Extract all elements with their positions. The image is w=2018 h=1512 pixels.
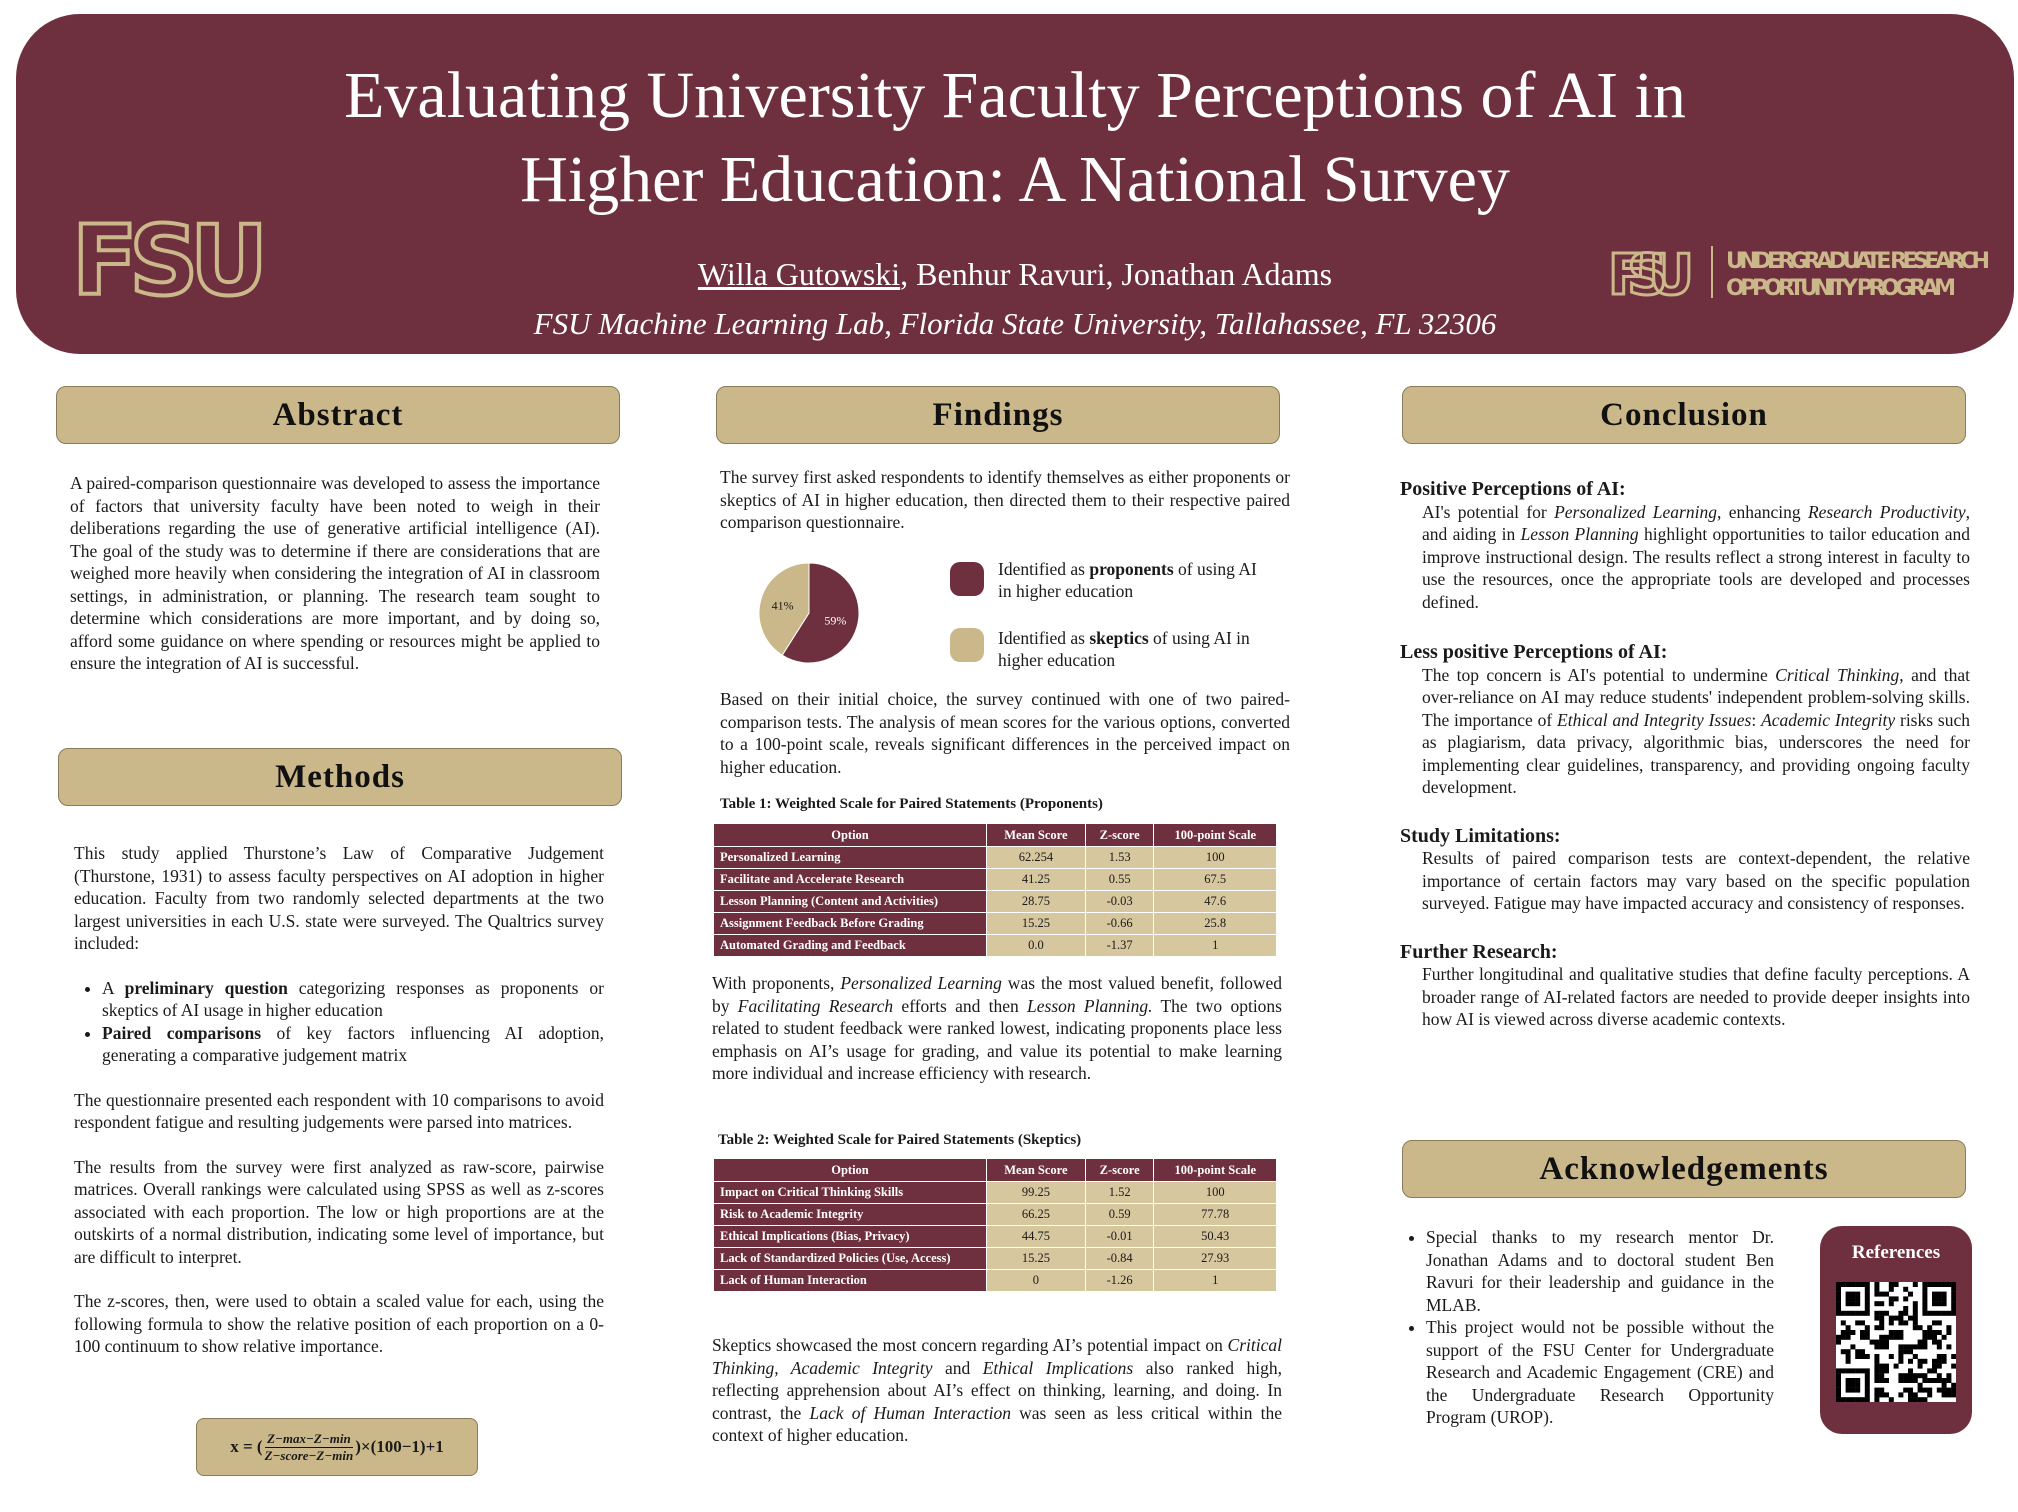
urop-logo: [1608, 242, 1998, 302]
acknowledgements-body: [1404, 1226, 1774, 1429]
urop-logo-line2: OPPORTUNITY PROGRAM: [1726, 276, 1956, 301]
table2-caption: Table 2: Weighted Scale for Paired Statements (Skeptics): [718, 1132, 1082, 1148]
table-option-cell: Automated Grading and Feedback: [714, 935, 987, 957]
table-value-cell: -1.37: [1085, 935, 1154, 957]
table-value-cell: -1.26: [1085, 1270, 1154, 1292]
table-value-cell: 100: [1154, 1182, 1277, 1204]
pie-label-skeptics: 41%: [771, 598, 794, 613]
findings-p4-text: [712, 1334, 1282, 1447]
table-option-cell: Facilitate and Accelerate Research: [714, 869, 987, 891]
legend1-pre: Identified as: [998, 559, 1090, 579]
formula-denominator: Z−score−Z−min: [264, 1447, 354, 1463]
table-value-cell: 1: [1154, 935, 1277, 957]
table-option-cell: Impact on Critical Thinking Skills: [714, 1182, 987, 1204]
conclusion-body: [1400, 478, 1970, 1031]
formula-rhs: )×(100−1)+1: [355, 1437, 444, 1456]
table-value-cell: 67.5: [1154, 869, 1277, 891]
methods-body: [74, 842, 604, 1358]
further-research-text: Further longitudinal and qualitative studies that define faculty perceptions. A broader range of AI-related factors are needed to provide deeper insights into how AI is viewed across diverse academic contexts.: [1422, 964, 1970, 1029]
table-value-cell: 0: [987, 1270, 1086, 1292]
positive-perceptions-title: Positive Perceptions of AI:: [1400, 478, 1626, 500]
list-item: • This project would not be possible without the support of the FSU Center for Undergraduate Research and Academic Engagement (CRE) and the Undergraduate Research Opportunity Program (UROP).: [1426, 1316, 1774, 1429]
p4-i1: Critical Thinking, Academic Integrity: [712, 1335, 1282, 1378]
negative-perceptions-text: [1400, 664, 1970, 799]
table-option-cell: Lack of Human Interaction: [714, 1270, 987, 1292]
formula-fraction: [265, 1431, 354, 1464]
table-value-cell: 28.75: [987, 891, 1086, 913]
negative-perceptions-title: Less positive Perceptions of AI:: [1400, 641, 1668, 663]
methods-heading: Methods: [58, 748, 622, 806]
table-value-cell: 62.254: [987, 847, 1086, 869]
table-header-cell: Z-score: [1085, 1159, 1154, 1182]
table-row: [714, 869, 1277, 891]
table-header-cell: 100-point Scale: [1154, 824, 1277, 847]
limitations-text: Results of paired comparison tests are context-dependent, the relative importance of certain factors may vary based on the specific population surveyed. Fatigue may have impacted accuracy and consistency of responses.: [1422, 848, 1970, 913]
table-value-cell: 15.25: [987, 1248, 1086, 1270]
table-option-cell: Lack of Standardized Policies (Use, Access): [714, 1248, 987, 1270]
neg-d: risks such as plagiarism, data privacy, algorithmic bias, underscores the need for implementing clear guidelines, transparency, and providing ongoing faculty development.: [1422, 709, 1970, 797]
table-header-cell: Mean Score: [987, 824, 1086, 847]
conclusion-heading: Conclusion: [1402, 386, 1966, 444]
pos-i2: Research Productivity: [1807, 501, 1966, 522]
p4-d: was seen as less critical within the context of higher education.: [712, 1402, 1282, 1445]
legend1-post: of using AI in higher education: [998, 559, 1257, 601]
table-option-cell: Risk to Academic Integrity: [714, 1204, 987, 1226]
legend1-bold: proponents: [1089, 559, 1174, 579]
positive-perceptions-text: [1400, 501, 1970, 614]
table-header-cell: 100-point Scale: [1154, 1159, 1277, 1182]
limitations-title: Study Limitations:: [1400, 824, 1561, 847]
legend2-pre: Identified as: [998, 628, 1090, 648]
table-row: [714, 891, 1277, 913]
b2-rest: of key factors influencing AI adoption, generating a comparative judgement matrix: [102, 1022, 604, 1065]
legend-swatch-proponents: [950, 562, 984, 596]
scaling-formula: [196, 1418, 478, 1476]
title-line-2: Higher Education: A National Survey: [520, 143, 1510, 216]
table-row: [714, 1270, 1277, 1292]
table-value-cell: 44.75: [987, 1226, 1086, 1248]
legend2-bold: skeptics: [1089, 628, 1149, 648]
table-row: [714, 1182, 1277, 1204]
methods-p2: The questionnaire presented each respondent with 10 comparisons to avoid respondent fatigue and resulting judgements were parsed into matrices.: [74, 1089, 604, 1132]
p4-i3: Lack of Human Interaction: [809, 1402, 1011, 1423]
p3-i1: Personalized Learning: [840, 973, 1002, 993]
table-value-cell: -0.84: [1085, 1248, 1154, 1270]
neg-a: The top concern is AI's potential to undermine: [1422, 664, 1776, 685]
list-item: • Special thanks to my research mentor Dr. Jonathan Adams and to doctoral student Ben Ravuri for their leadership and guidance in the MLAB.: [1426, 1226, 1774, 1316]
formula-numerator: Z−max−Z−min: [267, 1430, 351, 1446]
findings-p3-text: [712, 972, 1282, 1085]
table-value-cell: 1.52: [1085, 1182, 1154, 1204]
neg-i1: Critical Thinking: [1775, 664, 1900, 685]
p3-i3: Lesson Planning.: [1027, 995, 1153, 1016]
table-value-cell: -0.66: [1085, 913, 1154, 935]
table-value-cell: -0.01: [1085, 1226, 1154, 1248]
pie-label-proponents: 59%: [824, 613, 847, 628]
header-banner: [16, 14, 2014, 354]
p3-a: With proponents,: [712, 973, 841, 993]
findings-p2-text: Based on their initial choice, the survey continued with one of two paired-comparison tests. The analysis of mean scores for the various options, converted to a 100-point scale, reveals significant differences in the perceived impact on higher education.: [720, 689, 1290, 777]
legend-label-proponents: [998, 558, 1268, 602]
table-row: [714, 935, 1277, 957]
proponents-table: [713, 823, 1277, 957]
p3-b: was the most valued benefit, followed by: [712, 973, 1283, 1016]
p4-i2: Ethical Implications: [982, 1357, 1134, 1378]
table-option-cell: Personalized Learning: [714, 847, 987, 869]
urop-logo-mark: FSU: [1608, 243, 1694, 302]
findings-p2: [720, 688, 1290, 778]
table-value-cell: 27.93: [1154, 1248, 1277, 1270]
table-value-cell: 1.53: [1085, 847, 1154, 869]
table-value-cell: 0.0: [987, 935, 1086, 957]
pos-d: highlight opportunities to tailor education and improve instructional design. The results reflect a strong interest in faculty to use the resources, once the appropriate tools are developed and processes defined.: [1422, 524, 1970, 612]
table-value-cell: 50.43: [1154, 1226, 1277, 1248]
table-option-cell: Lesson Planning (Content and Activities): [714, 891, 987, 913]
p4-c: also ranked high, reflecting apprehension about AI’s effect on thinking, learning, and doing. In contrast, the: [712, 1357, 1282, 1423]
pos-c: , and aiding in: [1422, 501, 1970, 544]
poster-title: [16, 54, 2014, 222]
methods-list: [74, 977, 604, 1067]
methods-p4: The z-scores, then, were used to obtain a scaled value for each, using the following formula to show the relative position of each proportion on a 0-100 continuum to show relative importance.: [74, 1291, 604, 1356]
table-option-cell: Assignment Feedback Before Grading: [714, 913, 987, 935]
findings-p3: [712, 972, 1282, 1085]
table-value-cell: 0.55: [1085, 869, 1154, 891]
p4-b: and: [932, 1357, 983, 1378]
qr-code-icon[interactable]: [1836, 1282, 1956, 1402]
methods-p3: The results from the survey were first analyzed as raw-score, pairwise matrices. Overall rankings were calculated using SPSS as well as z-scores associated with each proportion. The low or high proportions are at the outskirts of a normal distribution, indicating some level of importance, but are difficult to interpret.: [74, 1156, 604, 1267]
proponent-skeptic-pie-chart: [756, 560, 862, 666]
b1-rest: categorizing responses as proponents or skeptics of AI usage in higher education: [102, 977, 604, 1020]
fsu-logo-text: FSU: [72, 214, 268, 306]
table-value-cell: 0.59: [1085, 1204, 1154, 1226]
table-header-cell: Mean Score: [987, 1159, 1086, 1182]
fsu-logo: [72, 214, 272, 306]
p3-c: efforts and then: [893, 995, 1028, 1016]
abstract-text: A paired-comparison questionnaire was developed to assess the importance of factors that university faculty have been noted to weigh in their deliberations regarding the use of generative artificial intelligence (AI). The goal of the study was to determine if there are considerations that are weighed more heavily when considering the integration of AI in classroom settings, in administration, or planning. The research team sought to determine which considerations are more important, and by doing so, afford some guidance on where spending or resources might be applied to ensure the integration of AI is successful.: [70, 473, 600, 673]
references-box[interactable]: [1820, 1226, 1972, 1434]
b1-pre: A: [102, 977, 125, 998]
table-row: [714, 847, 1277, 869]
table-option-cell: Ethical Implications (Bias, Privacy): [714, 1226, 987, 1248]
p4-a: Skeptics showcased the most concern regarding AI’s potential impact on: [712, 1335, 1228, 1355]
b1-bold: preliminary question: [124, 977, 288, 998]
acknowledgements-list: [1404, 1226, 1774, 1429]
table-row: [714, 1226, 1277, 1248]
urop-logo-line1: UNDERGRADUATE RESEARCH: [1726, 249, 1990, 274]
table-value-cell: 41.25: [987, 869, 1086, 891]
table-value-cell: 99.25: [987, 1182, 1086, 1204]
table-value-cell: 100: [1154, 847, 1277, 869]
pos-i1: Personalized Learning: [1554, 501, 1717, 522]
abstract-body: [70, 472, 600, 675]
table-value-cell: 47.6: [1154, 891, 1277, 913]
list-item: [102, 977, 604, 1022]
table-row: [714, 1204, 1277, 1226]
findings-intro-text: The survey first asked respondents to identify themselves as either proponents or skeptics of AI in higher education, then directed them to their respective paired comparison questionnaire.: [720, 467, 1290, 532]
neg-i3: Academic Integrity: [1761, 709, 1896, 730]
table-value-cell: 15.25: [987, 913, 1086, 935]
table-header-cell: Z-score: [1085, 824, 1154, 847]
affiliation: FSU Machine Learning Lab, Florida State University, Tallahassee, FL 32306: [533, 306, 1497, 341]
p3-d: The two options related to student feedback were ranked lowest, indicating proponents place less emphasis on AI’s usage for grading, and value its potential to make learning more individual and increase efficiency with research.: [712, 995, 1282, 1083]
table1-caption: Table 1: Weighted Scale for Paired Statements (Proponents): [720, 796, 1103, 812]
formula-lhs: x = (: [230, 1437, 263, 1456]
further-research-title: Further Research:: [1400, 940, 1558, 963]
table-value-cell: 25.8: [1154, 913, 1277, 935]
findings-p4: [712, 1334, 1282, 1447]
acknowledgements-heading: Acknowledgements: [1402, 1140, 1966, 1198]
legend-swatch-skeptics: [950, 628, 984, 662]
title-line-1: Evaluating University Faculty Perceptions of AI in: [344, 59, 1686, 132]
lead-author: Willa Gutowski: [697, 256, 901, 292]
table-row: [714, 1248, 1277, 1270]
table-value-cell: -0.03: [1085, 891, 1154, 913]
table-row: [714, 913, 1277, 935]
neg-i2: Ethical and Integrity Issues: [1557, 709, 1752, 730]
neg-c: :: [1751, 709, 1762, 730]
pos-i3: Lesson Planning: [1520, 524, 1639, 544]
pos-b: , enhancing: [1716, 501, 1808, 522]
legend-label-skeptics: [998, 627, 1288, 671]
methods-p1: This study applied Thurstone’s Law of Comparative Judgement (Thurstone, 1931) to assess faculty perspectives on AI adoption in higher education. Faculty from two randomly selected departments at the two largest universities in each U.S. state were surveyed. The Qualtrics survey included:: [74, 843, 604, 953]
table-value-cell: 77.78: [1154, 1204, 1277, 1226]
legend2-post: of using AI in higher education: [998, 628, 1250, 670]
pos-a: AI's potential for: [1422, 501, 1555, 522]
list-item: [102, 1022, 604, 1067]
skeptics-table: [713, 1158, 1277, 1292]
references-label: References: [1851, 1242, 1941, 1263]
table-value-cell: 66.25: [987, 1204, 1086, 1226]
abstract-heading: Abstract: [56, 386, 620, 444]
table-header-cell: Option: [714, 824, 987, 847]
b2-bold: Paired comparisons: [102, 1022, 262, 1043]
table-value-cell: 1: [1154, 1270, 1277, 1292]
findings-heading: Findings: [716, 386, 1280, 444]
neg-b: , and that over-reliance on AI may reduce students' independent problem-solving skills. The importance of: [1422, 664, 1970, 730]
p3-i2: Facilitating Research: [737, 995, 894, 1016]
findings-intro: [720, 466, 1290, 534]
other-authors: , Benhur Ravuri, Jonathan Adams: [900, 256, 1333, 292]
table-header-cell: Option: [714, 1159, 987, 1182]
